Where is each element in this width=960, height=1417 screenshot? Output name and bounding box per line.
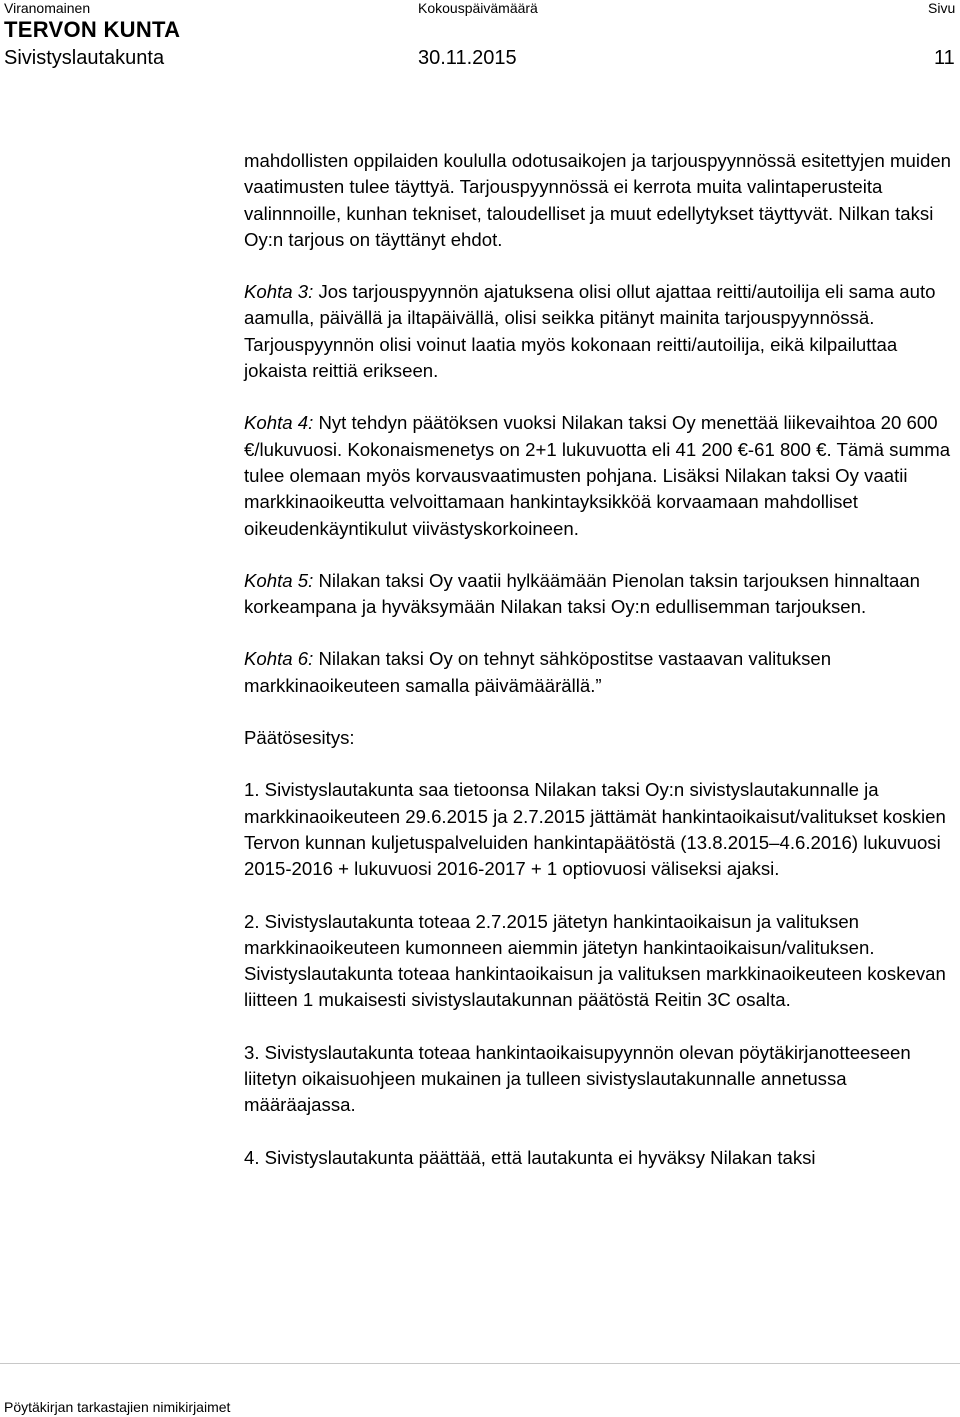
organization-name: TERVON KUNTA [4, 17, 181, 42]
decision-item-2: 2. Sivistyslautakunta toteaa 2.7.2015 jätetyn hankintaoikaisun ja valituksen markkinaoikeuteen kumonneen aiemmin jätetyn hankintaoikaisun/valituksen. Sivistyslautakunta toteaa hankintaoikaisun ja valituksen markkinaoikeuteen koskevan liitteen 1 mukaisesti sivistyslautakunnan päätöstä Reitin 3C osalta. [244, 910, 946, 1011]
kohta-6-label: Kohta 6: [244, 648, 314, 670]
kohta-4-label: Kohta 4: [244, 412, 314, 434]
footer-signatures-label: Pöytäkirjan tarkastajien nimikirjaimet [4, 1399, 231, 1415]
header-label-meeting-date: Kokouspäivämäärä [418, 0, 538, 16]
kohta-4-paragraph [244, 410, 956, 541]
document-body [244, 148, 956, 1171]
authority-name: Sivistyslautakunta [4, 47, 165, 69]
header-label-page: Sivu [928, 0, 956, 16]
kohta-5-label: Kohta 5: [244, 569, 314, 591]
decision-heading: Päätösesitys: [244, 727, 355, 749]
kohta-3-label: Kohta 3: [244, 281, 314, 303]
kohta-5-text: Nilakan taksi Oy vaatii hylkäämään Pienolan taksin tarjouksen hinnaltaan korkeampana ja hyväksymään Nilakan taksi Oy:n edullisemman tarjouksen. [244, 569, 920, 618]
decision-item-1: 1. Sivistyslautakunta saa tietoonsa Nilakan taksi Oy:n sivistyslautakunnalle ja markkinaoikeuteen 29.6.2015 ja 2.7.2015 jättämät hankintaoikaisut/valitukset koskien Tervon kunnan kuljetuspalveluiden hankintapäätöstä (13.8.2015–4.6.2016) lukuvuosi 2015-2016 + lukuvuosi 2016-2017 + 1 optiovuosi väliseksi ajaksi. [244, 779, 946, 880]
decision-item-3: 3. Sivistyslautakunta toteaa hankintaoikaisupyynnön olevan pöytäkirjanotteeseen liitetyn oikaisuohjeen mukainen ja tulleen sivistyslautakunnalle annetussa määräajassa. [244, 1041, 911, 1116]
footer-divider [0, 1363, 960, 1364]
kohta-5-paragraph [244, 568, 956, 621]
kohta-6-paragraph [244, 646, 956, 699]
header-label-authority: Viranomainen [4, 0, 91, 16]
page-number: 11 [934, 47, 955, 69]
kohta-3-text: Jos tarjouspyynnön ajatuksena olisi ollut ajattaa reitti/autoilija eli sama auto aamulla, päivällä ja iltapäivällä, olisi seikka pitänyt mainita tarjouspyynnössä. Tarjouspyynnön olisi voinut laatia myös kokonaan reitti/autoilija, eikä kilpailuttaa jokaista reittiä erikseen. [244, 281, 936, 382]
meeting-date: 30.11.2015 [418, 47, 517, 69]
kohta-6-text: Nilakan taksi Oy on tehnyt sähköpostitse vastaavan valituksen markkinaoikeuteen samalla päivämäärällä.” [244, 648, 832, 696]
intro-paragraph: mahdollisten oppilaiden koululla odotusaikojen ja tarjouspyynnössä esitettyjen muiden vaatimusten tulee täyttyä. Tarjouspyynnössä ei kerrota muita valintaperusteita valinnnoille, kunhan tekniset, taloudelliset ja muut edellytykset täyttyvät. Nilkan taksi Oy:n tarjous on täyttänyt ehdot. [244, 150, 952, 250]
kohta-4-text: Nyt tehdyn päätöksen vuoksi Nilakan taksi Oy menettää liikevaihtoa 20 600 €/lukuvuosi. Kokonaismenetys on 2+1 lukuvuotta eli 41 200 €-61 800 €. Tämä summa tulee olemaan myös korvausvaatimusten pohjana. Lisäksi Nilakan taksi Oy vaatii markkinaoikeutta velvoittamaan hankintayksikköä korvaamaan mahdolliset oikeudenkäyntikulut viivästyskorkoineen. [244, 412, 951, 539]
kohta-3-paragraph [244, 279, 956, 384]
decision-item-4: 4. Sivistyslautakunta päättää, että lautakunta ei hyväksy Nilakan taksi [244, 1146, 816, 1168]
